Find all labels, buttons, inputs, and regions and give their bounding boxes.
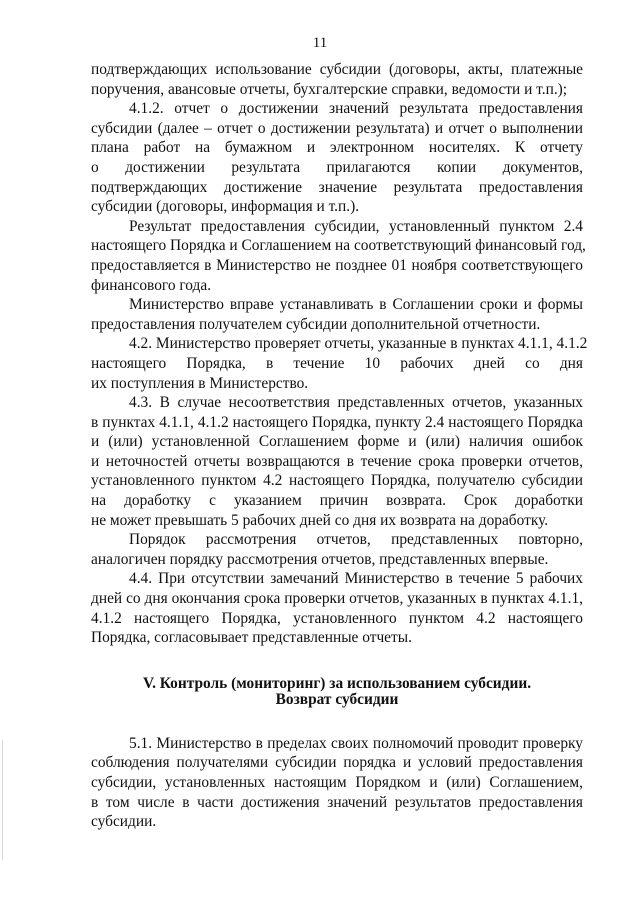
paragraph-line: субсидии (договоры, информация и т.п.).	[91, 198, 360, 216]
paragraph	[91, 60, 583, 99]
paragraph-line: установленного пунктом 4.2 настоящего Порядка, получателю субсидии	[91, 472, 583, 490]
paragraph	[91, 393, 583, 530]
paragraph-line: Порядок рассмотрения отчетов, представленных повторно,	[129, 531, 583, 549]
paragraph	[91, 569, 583, 647]
document-body	[91, 60, 588, 832]
paragraph-line: 4.4. При отсутствии замечаний Министерство в течение 5 рабочих	[129, 570, 583, 588]
section-heading-line-1: V. Контроль (мониторинг) за использованием субсидии.	[142, 674, 532, 692]
paragraph-line: 4.1.2 настоящего Порядка, установленного пунктом 4.2 настоящего	[91, 609, 583, 627]
paragraph-line: соблюдения получателями субсидии порядка и условий предоставления	[91, 754, 583, 772]
paragraph-line: 4.3. В случае несоответствия представленных отчетов, указанных	[129, 394, 583, 412]
paragraph-line: плана работ на бумажном и электронном носителях. К отчету	[91, 139, 583, 157]
paragraph-line: дней со дня окончания срока проверки отчетов, указанных в пунктах 4.1.1,	[91, 590, 583, 608]
page-number: 11	[312, 35, 328, 51]
paragraph	[91, 530, 583, 569]
paragraph	[91, 334, 588, 393]
paragraph-line: Результат предоставления субсидии, установленный пунктом 2.4	[129, 217, 583, 235]
paragraph-line: субсидии, установленных настоящим Порядком и (или) Соглашением,	[91, 774, 583, 791]
paragraph-line: их поступления в Министерство.	[91, 374, 309, 392]
section-heading-line-2: Возврат субсидии	[275, 690, 399, 708]
paragraphs-after-heading	[91, 734, 583, 832]
paragraph	[91, 295, 583, 334]
paragraph-line: 4.2. Министерство проверяет отчеты, указанные в пунктах 4.1.1, 4.1.2	[129, 335, 588, 353]
paragraph-line: Порядка, согласовывает представленные отчеты.	[91, 629, 412, 647]
paragraph-line: предоставляется в Министерство не позднее 01 ноября соответствующего	[91, 256, 583, 274]
paragraph	[91, 734, 583, 832]
paragraph-line: о достижении результата прилагаются копии документов,	[91, 158, 583, 176]
paragraph-line: Министерство вправе устанавливать в Соглашении сроки и формы	[129, 296, 583, 314]
paragraph-line: 4.1.2. отчет о достижении значений результата предоставления	[129, 100, 583, 118]
section-heading	[91, 676, 583, 708]
paragraph-line: настоящего Порядка, в течение 10 рабочих дней со дня	[91, 354, 583, 372]
paragraph-line: подтверждающих достижение значение результата предоставления	[91, 178, 583, 196]
paragraph-line: предоставления получателем субсидии дополнительной отчетности.	[91, 315, 541, 333]
paragraph	[91, 99, 583, 217]
paragraph	[91, 217, 586, 295]
paragraph-line: поручения, авансовые отчеты, бухгалтерские справки, ведомости и т.п.);	[91, 80, 568, 98]
paragraph-line: в пунктах 4.1.1, 4.1.2 настоящего Порядка, пункту 2.4 настоящего Порядка	[91, 413, 583, 431]
paragraph-line: в том числе в части достижения значений результатов предоставления	[91, 793, 583, 811]
scan-edge-mark	[2, 740, 3, 860]
paragraph-line: на доработку с указанием причин возврата. Срок доработки	[91, 492, 583, 510]
paragraph-line: финансового года.	[91, 276, 212, 294]
paragraph-line: аналогичен порядку рассмотрения отчетов, представленных впервые.	[91, 550, 549, 568]
paragraph-line: подтверждающих использование субсидии (договоры, акты, платежные	[91, 61, 583, 78]
paragraph-line: не может превышать 5 рабочих дней со дня их возврата на доработку.	[91, 511, 549, 529]
paragraph-line: субсидии.	[91, 813, 157, 831]
paragraphs-before-heading	[91, 60, 588, 648]
paragraph-line: и неточностей отчеты возвращаются в течение срока проверки отчетов,	[91, 452, 583, 470]
paragraph-line: 5.1. Министерство в пределах своих полномочий проводит проверку	[129, 734, 583, 752]
paragraph-line: субсидии (далее – отчет о достижении результата) и отчет о выполнении	[91, 119, 583, 137]
paragraph-line: настоящего Порядка и Соглашением на соответствующий финансовый год,	[91, 237, 586, 255]
paragraph-line: и (или) установленной Соглашением форме и (или) наличия ошибок	[91, 433, 583, 451]
